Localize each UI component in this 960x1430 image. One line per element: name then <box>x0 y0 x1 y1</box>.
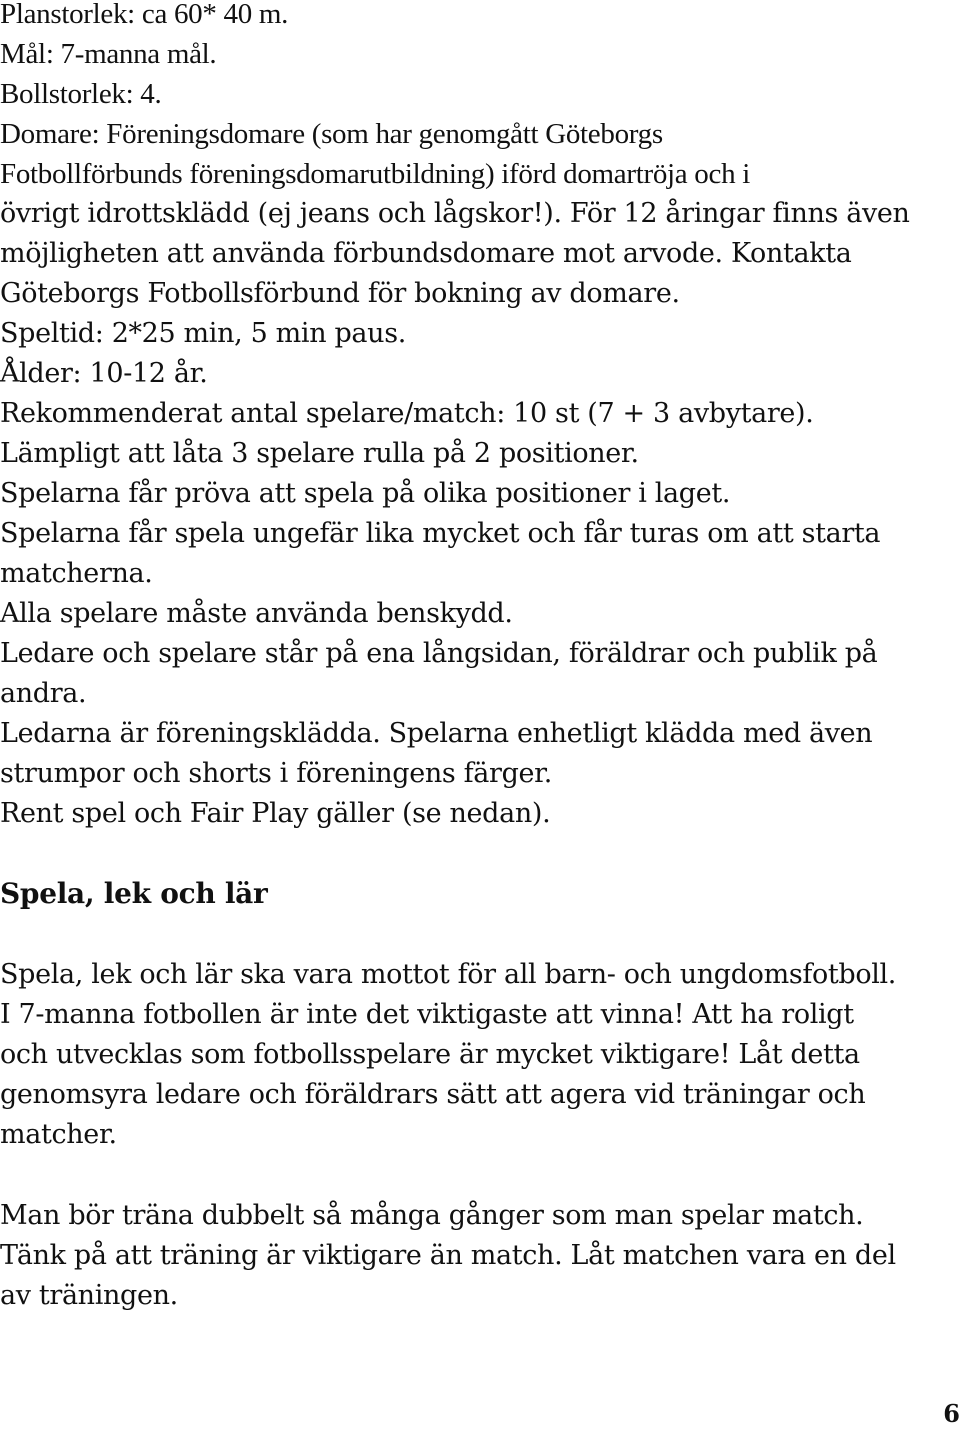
rule-line: övrigt idrottsklädd (ej jeans och lågskor!). För 12 åringar finns även <box>0 198 910 229</box>
paragraph-line: Spela, lek och lär ska vara mottot för all barn- och ungdomsfotboll. <box>0 959 897 990</box>
rule-line: Speltid: 2*25 min, 5 min paus. <box>0 318 406 349</box>
intro-line: Domare: Föreningsdomare (som har genomgått Göteborgs <box>0 118 663 150</box>
paragraph-line: Man bör träna dubbelt så många gånger som man spelar match. <box>0 1200 864 1231</box>
rules-text <box>0 194 960 834</box>
rule-line: Göteborgs Fotbollsförbund för bokning av domare. <box>0 278 680 309</box>
page-number: 6 <box>943 1399 960 1428</box>
paragraph-line: matcher. <box>0 1119 117 1150</box>
paragraph-line: och utvecklas som fotbollsspelare är mycket viktigare! Låt detta <box>0 1039 860 1070</box>
intro-line: Mål: 7-manna mål. <box>0 38 217 70</box>
rule-line: Ålder: 10-12 år. <box>0 358 208 389</box>
rule-line: Lämpligt att låta 3 spelare rulla på 2 positioner. <box>0 438 639 469</box>
paragraph-line: genomsyra ledare och föräldrars sätt att agera vid träningar och <box>0 1079 866 1110</box>
rule-line: Ledare och spelare står på ena långsidan, föräldrar och publik på <box>0 638 878 669</box>
paragraph-one <box>0 955 960 1155</box>
paragraph-line: Tänk på att träning är viktigare än match. Låt matchen vara en del <box>0 1240 896 1271</box>
rule-line: strumpor och shorts i föreningens färger. <box>0 758 552 789</box>
rule-line: Spelarna får spela ungefär lika mycket och får turas om att starta <box>0 518 881 549</box>
rule-line: Rekommenderat antal spelare/match: 10 st (7 + 3 avbytare). <box>0 398 814 429</box>
intro-text <box>0 0 960 194</box>
rule-line: Alla spelare måste använda benskydd. <box>0 598 513 629</box>
rule-line: Ledarna är föreningsklädda. Spelarna enhetligt klädda med även <box>0 718 873 749</box>
paragraph-two <box>0 1196 960 1316</box>
rule-line: matcherna. <box>0 558 153 589</box>
rule-line: möjligheten att använda förbundsdomare mot arvode. Kontakta <box>0 238 852 269</box>
section-heading: Spela, lek och lär <box>0 877 268 910</box>
rule-line: andra. <box>0 678 87 709</box>
intro-line: Fotbollförbunds föreningsdomarutbildning) iförd domartröja och i <box>0 158 750 190</box>
intro-line: Bollstorlek: 4. <box>0 78 162 110</box>
rule-line: Rent spel och Fair Play gäller (se nedan). <box>0 798 551 829</box>
paragraph-line: av träningen. <box>0 1280 178 1311</box>
rule-line: Spelarna får pröva att spela på olika positioner i laget. <box>0 478 731 509</box>
paragraph-line: I 7-manna fotbollen är inte det viktigaste att vinna! Att ha roligt <box>0 999 854 1030</box>
intro-line: Planstorlek: ca 60* 40 m. <box>0 0 289 30</box>
